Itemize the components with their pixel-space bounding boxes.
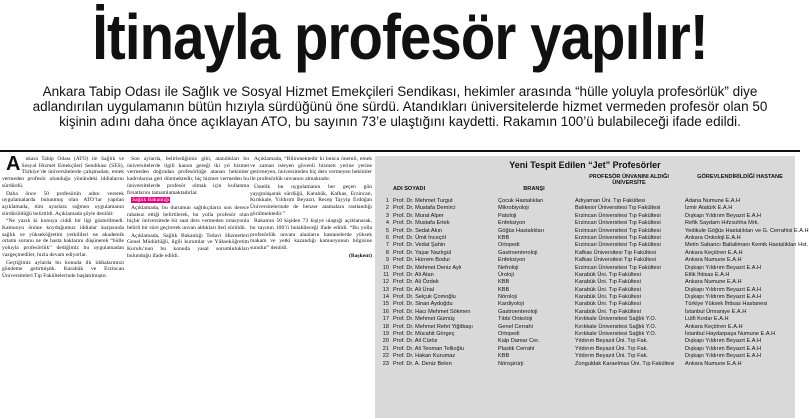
article-paragraph bbox=[127, 233, 249, 260]
hospital: Dışkapı Yıldırım Beyazıt E.A.H bbox=[685, 264, 762, 271]
university: Kafkas Üniversitesi Tıp Fakültesi bbox=[575, 249, 657, 256]
professor-name: Prof. Dr. Ali Atan bbox=[393, 271, 434, 278]
row-number: 20 bbox=[382, 338, 389, 345]
article-column-1 bbox=[2, 153, 124, 416]
university: Karabük Üni. Tıp Fakültesi bbox=[575, 301, 641, 308]
branch: Tıbbi Onkoloji bbox=[498, 316, 533, 323]
university: Zonguldak Karaelmas Üni. Tıp Fakültesi bbox=[575, 360, 675, 367]
branch: Üroloji bbox=[498, 271, 514, 278]
table-row bbox=[375, 287, 795, 294]
table-row bbox=[375, 301, 795, 308]
branch: Göğüs Hastalıkları bbox=[498, 227, 545, 234]
hospital: Dışkapı Yıldırım Beyazıt E.A.H bbox=[685, 345, 762, 352]
article-column-3 bbox=[250, 156, 372, 416]
row-number: 14 bbox=[382, 294, 389, 301]
professor-table-box bbox=[375, 156, 809, 418]
branch: Patoloji bbox=[498, 212, 517, 219]
professor-name: Prof. Dr. Hürrem Bodur bbox=[393, 257, 451, 264]
paragraph-text: Geçtiğimiz aylarda bu konuda ilk iddialarımızı gündeme getirmiştik. Karabük ve Erzincan Üniversiteleri Tıp Fakültelerinde başlatılmıştır. bbox=[2, 259, 124, 279]
professor-name: Prof. Dr. Mehmet Gümüş bbox=[393, 316, 455, 323]
row-number: 15 bbox=[382, 301, 389, 308]
professor-name: Prof. Dr. Ali Ünal bbox=[393, 286, 435, 293]
article-paragraph bbox=[250, 218, 372, 252]
header-name: ADI SOYADI bbox=[393, 186, 426, 192]
branch: KBB bbox=[498, 286, 510, 293]
branch: Nöroşirürji bbox=[498, 360, 524, 367]
drop-cap: A bbox=[6, 153, 21, 175]
hospital: Adana Numune E.A.H bbox=[685, 198, 741, 204]
row-number: 23 bbox=[382, 360, 389, 367]
article-paragraph bbox=[127, 205, 249, 232]
article-paragraph bbox=[250, 184, 372, 218]
professor-name: Prof. Dr. Selçuk Çomoğlu bbox=[393, 294, 456, 301]
branch: Genel Cerrahi bbox=[498, 323, 533, 330]
table-title: Yeni Tespit Edilen “Jet” Profesörler bbox=[509, 160, 661, 170]
paragraph-text: “Ne yazık ki konuya ciddi bir ilgi gösterilmedi. Kamuoyu önüne koyduğumuz iddialar karşısında sağlık ve yükseköğretim yetkilileri ne akademik ortamı sorunu ne de hasta haklarını düşünerek “hülle yoluyla profesörlük” dediğimiz bu uygulamadan vazgeçmediler, hızla devam ediyorlar. bbox=[2, 218, 124, 258]
hospital: Refik Saydam Hıfzısıhha Mrk. bbox=[685, 220, 759, 227]
hospital: Ankara Numune E.A.H bbox=[685, 279, 742, 286]
row-number: 21 bbox=[382, 345, 389, 352]
row-number: 10 bbox=[382, 264, 389, 271]
article-signature: (Başkent) bbox=[349, 252, 372, 259]
professor-name: Prof. Dr. Mehmet Refet Yiğitbaşı bbox=[393, 323, 473, 330]
row-number: 3 bbox=[385, 212, 389, 219]
university: Karabük Üni. Tıp Fakültesi bbox=[575, 279, 641, 286]
hospital: Metin Sabancı Baltalimanı Kemik Hastalıkları Hst. bbox=[685, 242, 809, 249]
university: Erzincan Üniversitesi Tıp Fakültesi bbox=[575, 242, 661, 249]
branch: Enfeksiyon bbox=[498, 220, 526, 227]
university: Kırıkkale Üniversitesi Sağlık Y.O. bbox=[575, 323, 657, 330]
table-row bbox=[375, 361, 795, 368]
branch: Plastik Cerrahi bbox=[498, 345, 535, 352]
university: Erzincan Üniversitesi Tıp Fakültesi bbox=[575, 234, 661, 241]
university: Balıkesir Üniversitesi Tıp Fakültesi bbox=[575, 205, 661, 212]
row-number: 6 bbox=[385, 234, 389, 241]
hospital: Ankara Numune E.A.H bbox=[685, 257, 742, 264]
hospital: Dışkapı Yıldırım Beyazıt E.A.H bbox=[685, 353, 762, 360]
university: Yıldırım Beyazıt Üni. Tıp Fak. bbox=[575, 338, 648, 345]
paragraph-text: Açıklamada, Sağlık Bakanlığı Tedavi Hizmetleri Genel Müdürlüğü, ilgili kurumlar ve Yükseköğretim Kurulu’nun bu konuda yasal sorumlulukları bulunduğu ifade edildi. bbox=[127, 232, 249, 259]
paragraph-text: Üstelik bu uygulamanın her geçen gün yaygınlaşarak sürdüğü, Karabük, Kafkas, Erzincan, Kırıkkale, Yıldırım Beyazıt, Recep Tayyip Erdoğan Üniversitelerinde de benzer atamalara rastlandığı görülmektedir.” bbox=[250, 183, 372, 217]
professor-name: Prof. Dr. Vedat Şahin bbox=[393, 242, 446, 249]
lead-paragraph: Ankara Tabip Odası ile Sağlık ve Sosyal Hizmet Emekçileri Sendikası, hekimler arasında “hülle yoluyla profesörlük” diye adlandırılan uygulamanın bütün hızıyla sürdüğünü öne sürdü. Atandıkları üniversitelerde hizmet vermeden profesör olan 50 kişinin adını daha önce açıklayan ATO, bu sayının 73’e ulaştığını kaydetti. Rakamın 100’ü bulabileceği ifade edildi. bbox=[32, 84, 768, 129]
branch: KBB bbox=[498, 279, 510, 286]
university: Karabük Üni. Tıp Fakültesi bbox=[575, 294, 641, 301]
hospital: İstanbul Haydarpaşa Numune E.A.H bbox=[685, 331, 776, 338]
row-number: 7 bbox=[385, 242, 389, 249]
paragraph-text: nkara Tabip Odası (ATO) ile Sağlık ve Sosyal Hizmet Emekçileri Sendikası (SES), Türkiye’de üniversitelerde çalışmadan, emek vermeden profesör olunduğu yönündeki iddialarını sürdürdü. bbox=[2, 156, 124, 189]
branch: Ortopedi bbox=[498, 242, 520, 249]
hospital: Dışkapı Yıldırım Beyazıt E.A.H bbox=[685, 338, 762, 345]
professor-name: Prof. Dr. Murat Alper bbox=[393, 212, 444, 219]
table-row bbox=[375, 353, 795, 360]
university: Yıldırım Beyazıt Üni. Tıp Fak. bbox=[575, 353, 648, 360]
hospital: Ankara Keçiören E.A.H bbox=[685, 323, 743, 330]
table-row bbox=[375, 316, 795, 323]
header-hosp: GÖREVLENDİRİLDİĞİ HASTANE bbox=[697, 174, 783, 180]
university: Karabük Üni. Tıp Fakültesi bbox=[575, 271, 641, 278]
professor-name: Prof. Dr. Yaşar Nazlıgül bbox=[393, 249, 451, 256]
branch: Kardiyoloji bbox=[498, 301, 524, 308]
university: Erzincan Üniversitesi Tıp Fakültesi bbox=[575, 264, 661, 271]
article-paragraph bbox=[250, 156, 372, 183]
professor-name: Prof. Dr. Sedat Akın bbox=[393, 227, 443, 234]
hospital: İstanbul Ümraniye E.A.H bbox=[685, 308, 747, 315]
professor-name: Prof. Dr. Sinan Aydoğdu bbox=[393, 301, 453, 308]
article-paragraph bbox=[2, 218, 124, 258]
hospital: Etlik İhtisas E.A.H bbox=[685, 271, 730, 278]
hospital: Yedikule Göğüs Hastalıkları ve G. Cerrahisi E.A.H bbox=[685, 227, 809, 234]
hospital: Ankara Keçiören E.A.H bbox=[685, 249, 743, 256]
hospital: Dışkapı Yıldırım Beyazıt E.A.H bbox=[685, 294, 762, 301]
professor-name: Prof. Dr. A. Deniz Belen bbox=[393, 360, 452, 367]
professor-name: Prof. Dr. Mustafa Ertek bbox=[393, 220, 450, 227]
branch: Çocuk Hastalıkları bbox=[498, 198, 544, 204]
hospital: Ankara Numune E.A.H bbox=[685, 360, 742, 367]
row-number: 1 bbox=[385, 198, 389, 204]
university: Kafkas Üniversitesi Tıp Fakültesi bbox=[575, 257, 657, 264]
university: Erzincan Üniversitesi Tıp Fakültesi bbox=[575, 212, 661, 219]
table-row bbox=[375, 227, 809, 235]
professor-name: Prof. Dr. Mücahit Görgeç bbox=[393, 331, 455, 338]
article-paragraph bbox=[2, 153, 124, 190]
row-number: 12 bbox=[382, 279, 389, 286]
row-number: 2 bbox=[385, 205, 389, 212]
branch: Mikrobiyoloji bbox=[498, 205, 529, 212]
row-number: 5 bbox=[385, 227, 389, 234]
branch: Kalp Damar Cer. bbox=[498, 338, 540, 345]
article-paragraph bbox=[127, 156, 249, 196]
university: Karabük Üni. Tıp Fakültesi bbox=[575, 286, 641, 293]
paragraph-text: Son aylarda, belirlediğimiz gibi, atandıkları bu üniversitelerde ilgili kanun gereği iki yıl hizmet vermeden doğrudan profesörlüğe atanan hekimler kadrolarına geri dönmektedir, hiç hizmet vermeden bu üniversitelerde profesör olmak için kullanma fırsatlarını tamamlamaktadırlar. bbox=[127, 156, 249, 196]
row-number: 16 bbox=[382, 308, 389, 315]
hospital: İzmir Atatürk E.A.H bbox=[685, 205, 733, 212]
table-row bbox=[375, 279, 795, 286]
header-dept: BRANŞI bbox=[523, 186, 545, 192]
hospital: Lütfi Kırdar E.A.H bbox=[685, 316, 729, 323]
university: Kırıkkale Üniversitesi Sağlık Y.O. bbox=[575, 316, 657, 323]
professor-name: Prof. Dr. Mehmet Deniz Aylı bbox=[393, 264, 462, 271]
table-row bbox=[375, 205, 795, 212]
university: Kırıkkale Üniversitesi Sağlık Y.O. bbox=[575, 331, 657, 338]
hospital: Ankara Onkoloji E.A.H bbox=[685, 234, 741, 241]
branch: Nöroloji bbox=[498, 294, 517, 301]
branch: Gastroenteroloji bbox=[498, 249, 538, 256]
headline: İtinayla profesör yapılır! bbox=[92, 1, 708, 73]
paragraph-text: Açıklamada, bu durumun sağlıkçıların son derece rahatsız ettiği belirtilerek, bu yolla profesör olan hiçbir üniversitede bir saat ders vermeden rotasyonla belirli bir süre geçirerek unvan aldıkları ileri sürüldü. bbox=[127, 204, 249, 232]
row-number: 22 bbox=[382, 353, 389, 360]
divider bbox=[0, 150, 800, 152]
table-rows bbox=[375, 198, 809, 368]
table-row bbox=[375, 324, 795, 331]
highlight-line bbox=[127, 197, 249, 204]
paragraph-text: Daha önce 50 profesörün adını vererek uygulamalarda bulunmuş olan ATO’lar yapılan açıklamada, tüm ayarlara rağmen uygulamanın sürdürüldüğü belirtildi. Açıklamada şöyle denildi: bbox=[2, 190, 124, 217]
article-paragraph bbox=[2, 260, 124, 280]
branch: Enfeksiyon bbox=[498, 257, 526, 264]
article-paragraph bbox=[2, 191, 124, 218]
branch: Gastroenteroloji bbox=[498, 308, 538, 315]
article-column-2 bbox=[127, 156, 249, 416]
paragraph-text: Açıklamada, “Bilinmektedir ki bunca önemli, emek ve zaman isteyen güvenli hizmeti yerine yerine getirmeyen, üniversiteden hiç ders vermeyen hekimler ile profesörlük unvanını almaktadır. bbox=[250, 156, 372, 183]
row-number: 19 bbox=[382, 331, 389, 338]
branch: Ortopedi bbox=[498, 331, 520, 338]
branch: KBB bbox=[498, 353, 510, 360]
hospital: Dışkapı Yıldırım Beyazıt E.A.H bbox=[685, 286, 762, 293]
university: Karabük Üni. Tıp Fakültesi bbox=[575, 308, 641, 315]
branch: Nefroloji bbox=[498, 264, 519, 271]
paragraph-text: Rakamın 50 kişiden 73 kişiye ulaştığı açıklanarak, bu sayının 100’ü bulabileceği ifade edildi. “Bu yolla profesörlük unvanı alanların hastanelerde yüksek makam ve yetki kazandığı kamuoyunun bilgisine sunulur” denildi. bbox=[250, 218, 372, 252]
professor-name: Prof. Dr. Ali Cüröz bbox=[393, 338, 438, 345]
professor-name: Prof. Dr. Hakan Kurumaz bbox=[393, 353, 456, 360]
table-row bbox=[375, 338, 795, 345]
row-number: 8 bbox=[385, 249, 389, 256]
university: Erzincan Üniversitesi Tıp Fakültesi bbox=[575, 220, 661, 227]
professor-name: Prof. Dr. Ali Teoman Tellioğlu bbox=[393, 345, 464, 352]
professor-name: Prof. Dr. Mehmet Turgut bbox=[393, 198, 453, 204]
row-number: 11 bbox=[383, 271, 389, 278]
row-number: 4 bbox=[385, 220, 389, 227]
university: Yıldırım Beyazıt Üni. Tıp Fak. bbox=[575, 345, 648, 352]
table-row bbox=[375, 220, 795, 227]
branch: KBB bbox=[498, 234, 510, 241]
highlighted-term: Sağlık Bakanlığı bbox=[132, 197, 170, 204]
table-row bbox=[375, 257, 795, 264]
hospital: Dışkapı Yıldırım Beyazıt E.A.H bbox=[685, 212, 762, 219]
university: Erzincan Üniversitesi Tıp Fakültesi bbox=[575, 227, 661, 234]
row-number: 17 bbox=[382, 316, 389, 323]
hospital: Türkiye Yüksek İhtisas Hastanesi bbox=[685, 301, 768, 308]
header-uni: PROFESÖR ÜNVANINI ALDIĞI ÜNİVERSİTE bbox=[589, 174, 669, 186]
professor-name: Prof. Dr. Ümit İnceçöl bbox=[393, 234, 446, 241]
university: Adıyaman Üni. Tıp Fakültesi bbox=[575, 198, 646, 204]
professor-name: Prof. Dr. Hacı Mehmet Sökmen bbox=[393, 308, 471, 315]
row-number: 9 bbox=[385, 257, 389, 264]
row-number: 13 bbox=[382, 286, 389, 293]
row-number: 18 bbox=[382, 323, 389, 330]
professor-name: Prof. Dr. Ali Özdek bbox=[393, 279, 439, 286]
table-row bbox=[375, 242, 809, 249]
table-row bbox=[375, 265, 795, 272]
professor-name: Prof. Dr. Mustafa Demirci bbox=[393, 205, 456, 212]
